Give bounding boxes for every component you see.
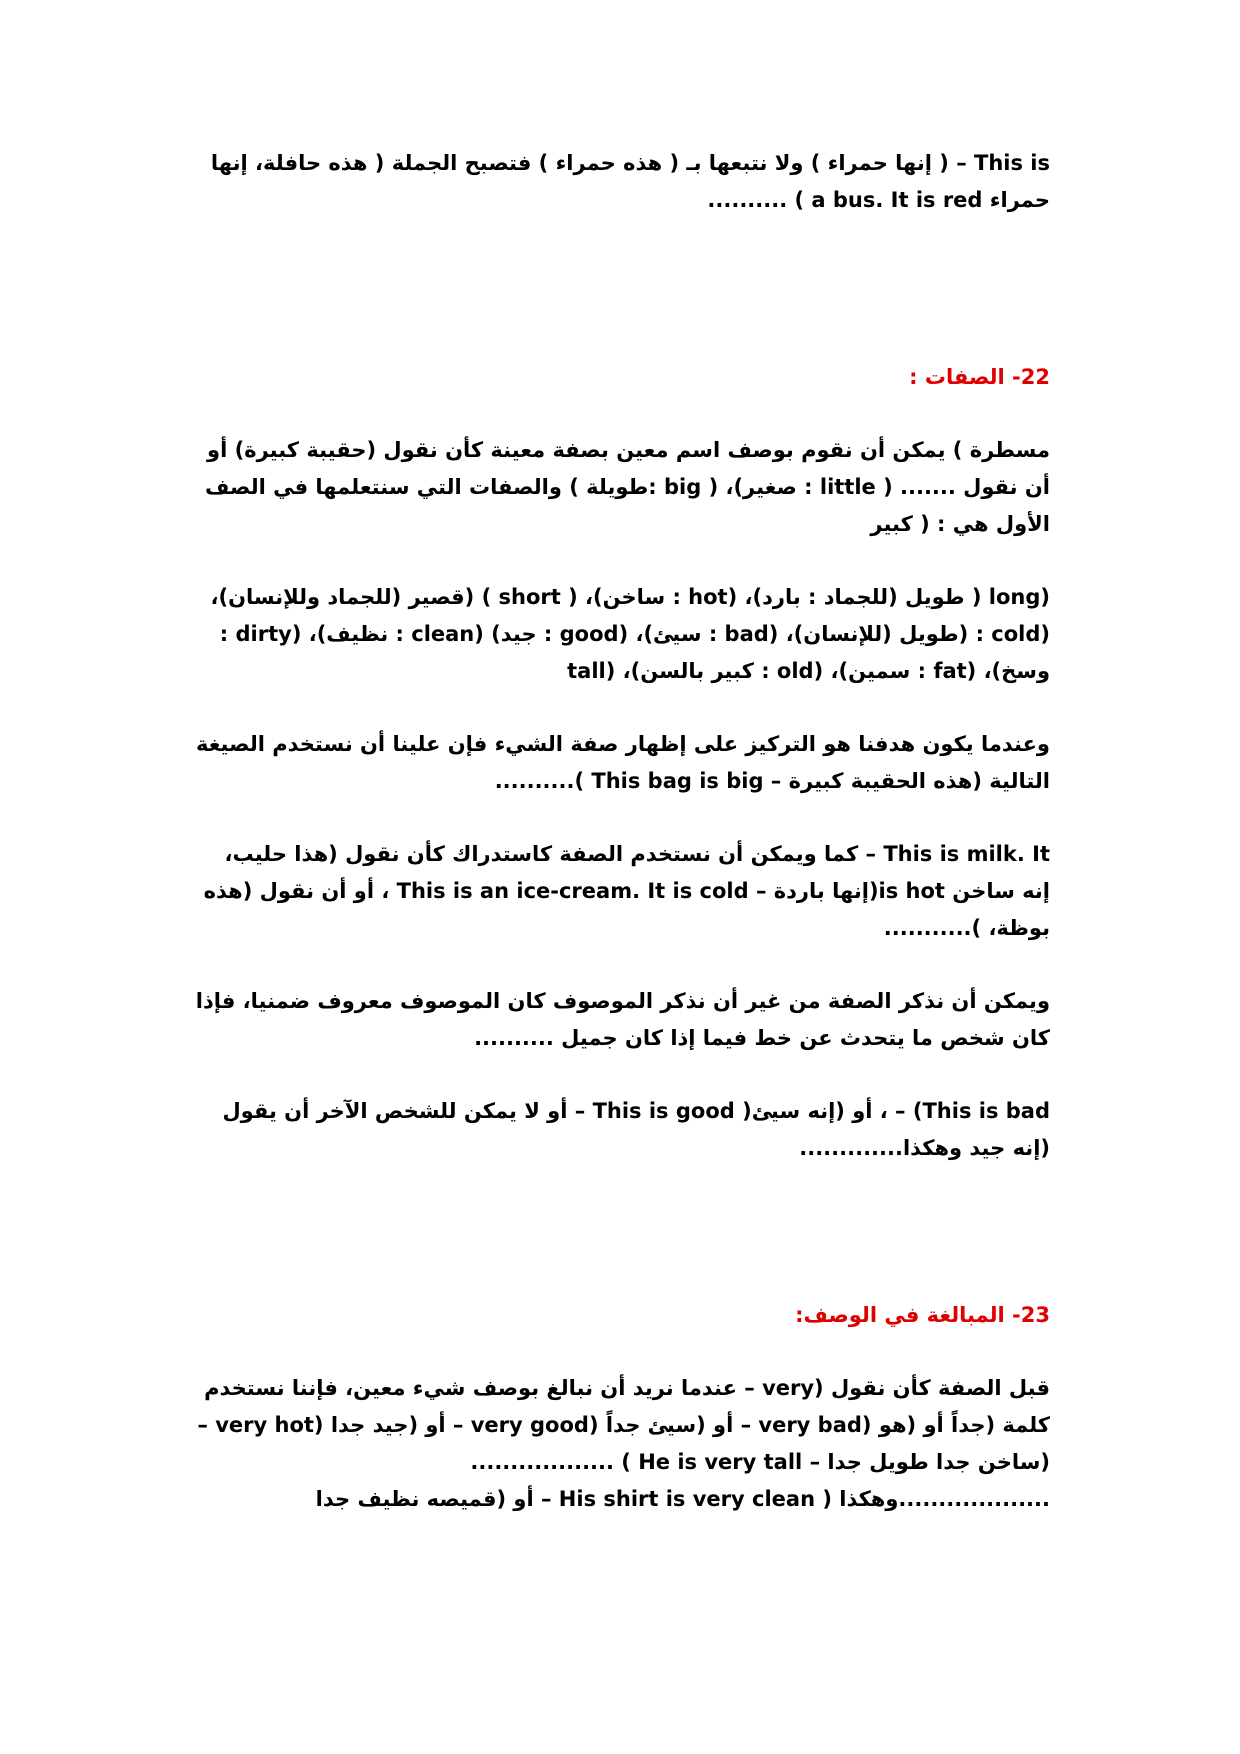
section-22-paragraph-3: وعندما يكون هدفنا هو التركيز على إظهار صفة الشيء فإن علينا أن نستخدم الصيغة التالية (هذه الحقيبة كبيرة – This bag is big )..........	[195, 732, 1050, 793]
spacer	[190, 800, 1050, 836]
section-22-paragraph-6: This is bad) – ، أو (إنه سيئ( This is good – أو لا يمكن للشخص الآخر أن يقول (إنه جيد وهكذا.............	[222, 1099, 1050, 1160]
section-22-heading: 22- الصفات :	[909, 365, 1050, 389]
section-23-paragraph-1: قبل الصفة كأن نقول (very – عندما نريد أن نبالغ بوصف شيء معين، فإننا نستخدم كلمة (جداً أو (هو (very bad – أو (سيئ جداً (very good – أو (جيد جدا (very hot – (ساخن جدا طويل جدا – He is very tall ) ..................	[197, 1376, 1050, 1474]
spacer	[190, 1057, 1050, 1093]
spacer	[190, 1334, 1050, 1370]
section-22-paragraph-1: مسطرة ) يمكن أن نقوم بوصف اسم معين بصفة معينة كأن نقول (حقيبة كبيرة) أو أن نقول ....... ( little : صغير)، ( big :طويلة ) والصفات التي سنتعلمها في الصف الأول هي : ( كبير	[205, 438, 1050, 536]
section-23-paragraph-2: ...................وهكذا ( His shirt is very clean – أو (قميصه نظيف جدا	[315, 1487, 1050, 1511]
section-22-paragraph-5: ويمكن أن نذكر الصفة من غير أن نذكر الموصوف كان الموصوف معروف ضمنيا، فإذا كان شخص ما يتحدث عن خط فيما إذا كان جميل ..........	[195, 989, 1050, 1050]
spacer	[190, 947, 1050, 983]
section-23-heading: 23- المبالغة في الوصف:	[795, 1303, 1050, 1327]
spacer	[190, 1167, 1050, 1297]
document-page	[190, 145, 1050, 1518]
intro-paragraph: This is – ( إنها حمراء ) ولا نتبعها بـ ( هذه حمراء ) فتصبح الجملة ( هذه حافلة، إنها حمراء a bus. It is red ) ..........	[210, 151, 1050, 212]
spacer	[190, 543, 1050, 579]
section-22-paragraph-2: (long ( طويل (للجماد : بارد)، (hot : ساخن)، ( short ) (قصير (للجماد وللإنسان)، (cold : (طويل (للإنسان)، (bad : سيئ)، (good : جيد) (clean : نظيف)، (dirty : وسخ)، (fat : سمين)، (old : كبير بالسن)، (tall	[210, 585, 1050, 683]
spacer	[190, 396, 1050, 432]
spacer	[190, 219, 1050, 359]
section-22-paragraph-4: This is milk. It – كما ويمكن أن نستخدم الصفة كاستدراك كأن نقول (هذا حليب، إنه ساخن is hot(إنها باردة – This is an ice-cream. It is cold ، أو أن نقول (هذه بوظة، )...........	[203, 842, 1050, 940]
spacer	[190, 690, 1050, 726]
